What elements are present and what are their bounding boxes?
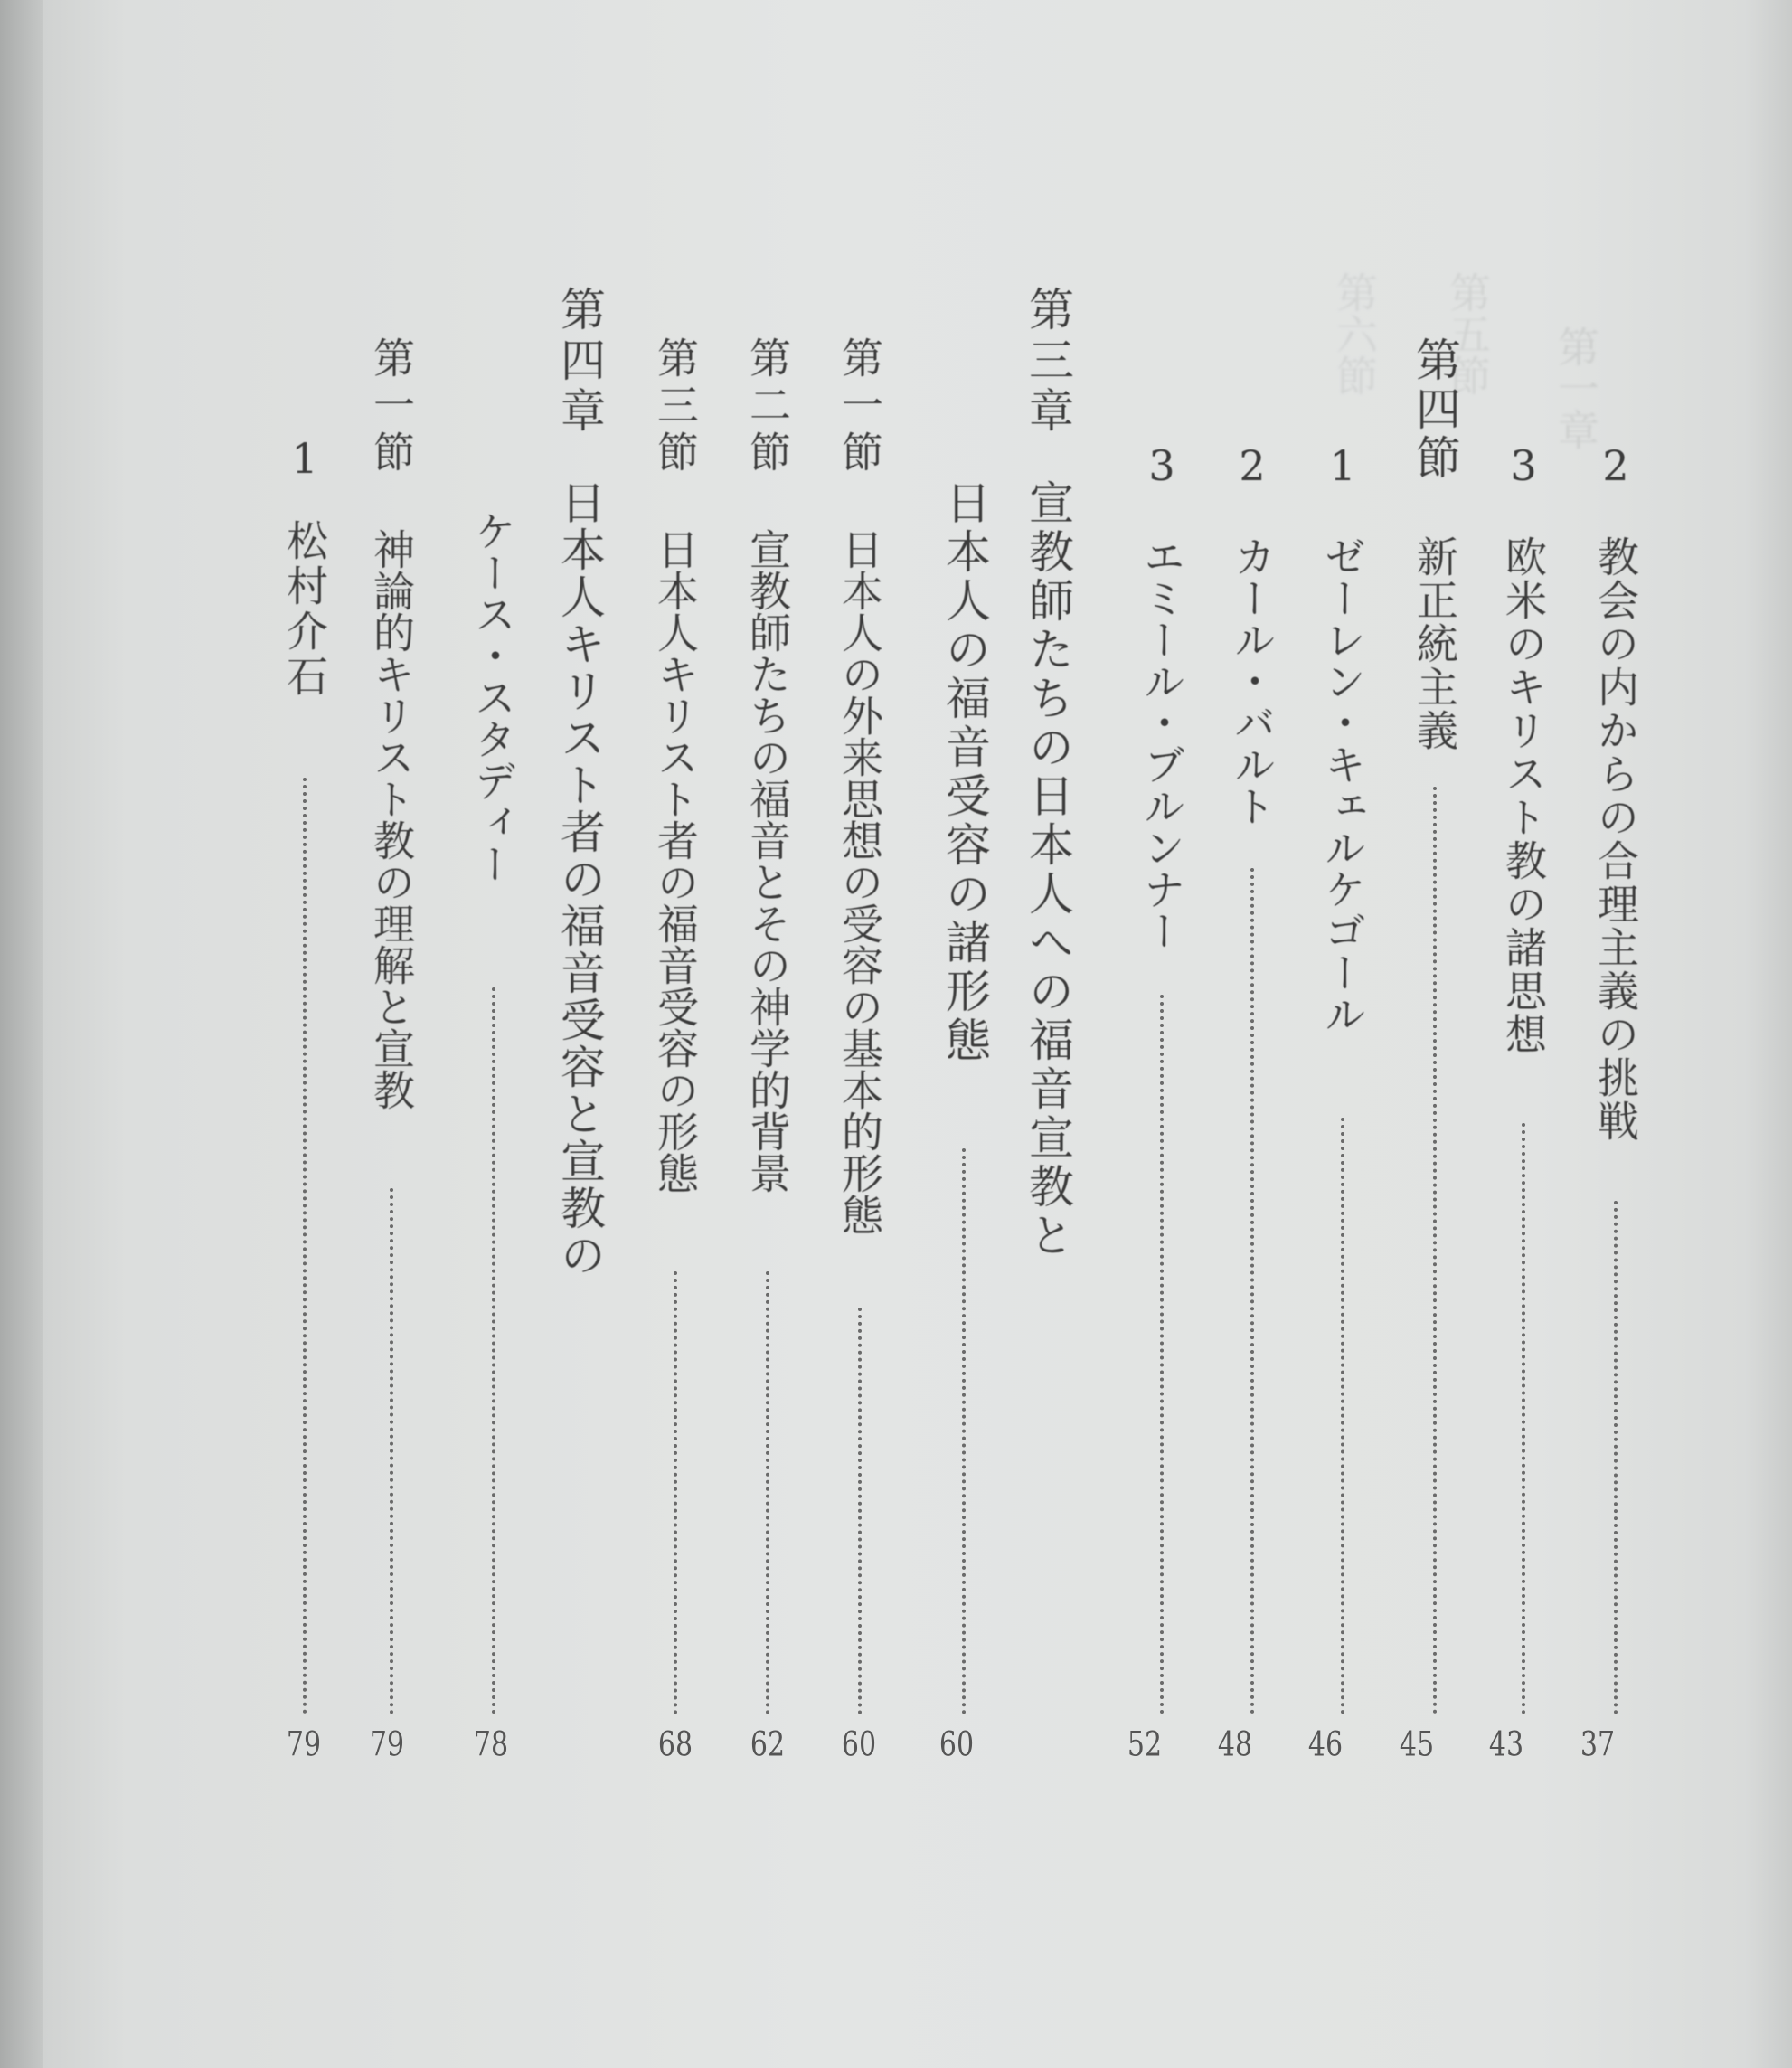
entry-title: 日本人の外来思想の受容の基本的形態: [835, 528, 884, 1235]
dot-leader: [303, 778, 307, 1714]
chapter-label: 第四章: [553, 286, 606, 438]
bleed-through-text: 第六節: [1330, 271, 1379, 396]
page-number: 43: [1488, 1724, 1524, 1765]
page-number: 48: [1217, 1724, 1253, 1765]
page-number: 60: [841, 1724, 877, 1765]
dot-leader: [492, 987, 495, 1714]
chapter-label: 第三章: [1022, 286, 1074, 438]
entry-title: 日本人キリスト者の福音受容の形態: [651, 528, 700, 1194]
entry-title: 欧米のキリスト教の諸思想: [1499, 535, 1548, 1056]
dot-leader: [1341, 1118, 1344, 1714]
section-label: 第三節: [651, 336, 700, 477]
page-number: 79: [286, 1724, 322, 1765]
dot-leader: [766, 1271, 769, 1714]
entry-number: 1: [1318, 441, 1367, 490]
section-label: 第一節: [367, 336, 416, 477]
dot-leader: [390, 1188, 393, 1714]
page-number: 79: [369, 1724, 405, 1765]
entry-title: 教会の内からの合理主義の挑戦: [1591, 535, 1640, 1143]
bleed-through-text: 第一章: [1551, 326, 1600, 450]
entry-number: 2: [1591, 441, 1640, 490]
page-number: 46: [1307, 1724, 1344, 1765]
dot-leader: [1160, 995, 1164, 1714]
dot-leader: [1433, 787, 1437, 1714]
page-edge: [0, 0, 43, 2068]
dot-leader: [1614, 1201, 1618, 1714]
entry-title: 神論的キリスト教の理解と宣教: [367, 528, 416, 1110]
dot-leader: [962, 1148, 966, 1714]
entry-title: 松村介石: [280, 519, 329, 700]
entry-title: エミール・ブルンナー: [1137, 535, 1186, 951]
page-number: 68: [657, 1724, 693, 1765]
page-number: 37: [1580, 1724, 1616, 1765]
section-label: 第二節: [743, 336, 792, 477]
entry-title-continued: 日本人の福音受容の諸形態: [938, 479, 991, 1065]
entry-number: 3: [1499, 441, 1548, 490]
entry-title: 宣教師たちの福音とその神学的背景: [743, 528, 792, 1194]
entry-title-continued: ケース・スタディー: [468, 510, 517, 884]
bleed-through-text: 第五節: [1443, 271, 1492, 396]
entry-title: 日本人キリスト者の福音受容と宣教の: [553, 479, 606, 1279]
dot-leader: [674, 1271, 677, 1714]
dot-leader: [1522, 1123, 1525, 1714]
dot-leader: [858, 1308, 862, 1714]
page-number: 60: [938, 1724, 975, 1765]
entry-title: カール・バルト: [1228, 535, 1277, 826]
page-number: 45: [1399, 1724, 1435, 1765]
entry-title: 宣教師たちの日本人への福音宣教と: [1022, 479, 1074, 1261]
dot-leader: [1250, 868, 1254, 1714]
entry-number: 2: [1228, 441, 1277, 490]
page-number: 52: [1127, 1724, 1163, 1765]
entry-number: 1: [280, 434, 329, 483]
entry-number: 3: [1137, 441, 1186, 490]
entry-title: 新正統主義: [1410, 535, 1459, 752]
page-number: 62: [750, 1724, 786, 1765]
entry-title: ゼーレン・キェルケゴール: [1318, 535, 1367, 1034]
section-label: 第一節: [835, 336, 884, 477]
section-label: 第四節: [1409, 336, 1461, 483]
page-number: 78: [473, 1724, 509, 1765]
